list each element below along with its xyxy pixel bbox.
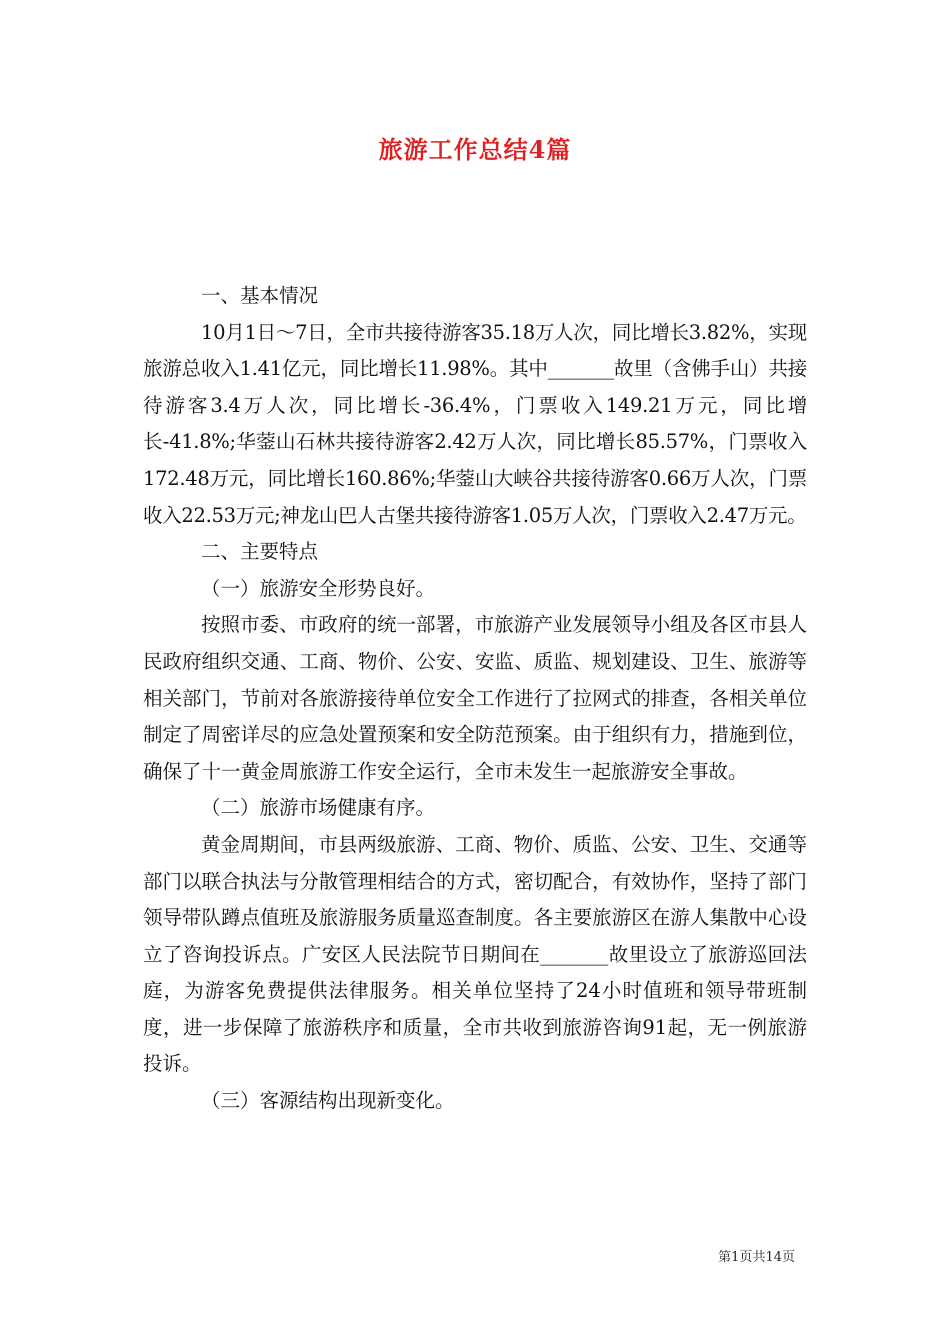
page-number: 第1页共14页 xyxy=(718,1250,795,1265)
document-body xyxy=(143,278,807,1120)
paragraph-safety: 按照市委、市政府的统一部署，市旅游产业发展领导小组及各区市县人民政府组织交通、工商、物价、公安、安监、质监、规划建设、卫生、旅游等相关部门，节前对各旅游接待单位安全工作进行了拉网式的排查，各相关单位制定了周密详尽的应急处置预案和安全防范预案。由于组织有力，措施到位，确保了十一黄金周旅游工作安全运行，全市未发生一起旅游安全事故。 xyxy=(143,613,807,783)
subheading-visitor-structure: （三）客源结构出现新变化。 xyxy=(201,1089,455,1113)
paragraph-market: 黄金周期间，市县两级旅游、工商、物价、质监、公安、卫生、交通等部门以联合执法与分散管理相结合的方式，密切配合，有效协作，坚持了部门领导带队蹲点值班及旅游服务质量巡查制度。各主要旅游区在游人集散中心设立了咨询投诉点。广安区人民法院节日期间在_______故里设立了旅游巡回法庭，为游客免费提供法律服务。相关单位坚持了24小时值班和领导带班制度，进一步保障了旅游秩序和质量，全市共收到旅游咨询91起，无一例旅游投诉。 xyxy=(143,832,807,1076)
document-title: 旅游工作总结4篇 xyxy=(378,135,572,164)
section-heading-features: 二、主要特点 xyxy=(201,540,319,564)
subheading-market: （二）旅游市场健康有序。 xyxy=(201,796,436,820)
section-heading-basic: 一、基本情况 xyxy=(201,284,319,307)
paragraph-statistics: 10月1日～7日，全市共接待游客35.18万人次，同比增长3.82%，实现旅游总收入1.41亿元，同比增长11.98%。其中_______故里（含佛手山）共接待游客3.4万人次，同比增长-36.4%，门票收入149.21万元，同比增长-41.8%;华蓥山石林共接待游客2.42万人次，同比增长85.57%，门票收入172.48万元，同比增长160.86%;华蓥山大峡谷共接待游客0.66万人次，门票收入22.53万元;神龙山巴人古堡共接待游客1.05万人次，门票收入2.47万元。 xyxy=(143,320,807,527)
subheading-safety: （一）旅游安全形势良好。 xyxy=(201,576,436,600)
